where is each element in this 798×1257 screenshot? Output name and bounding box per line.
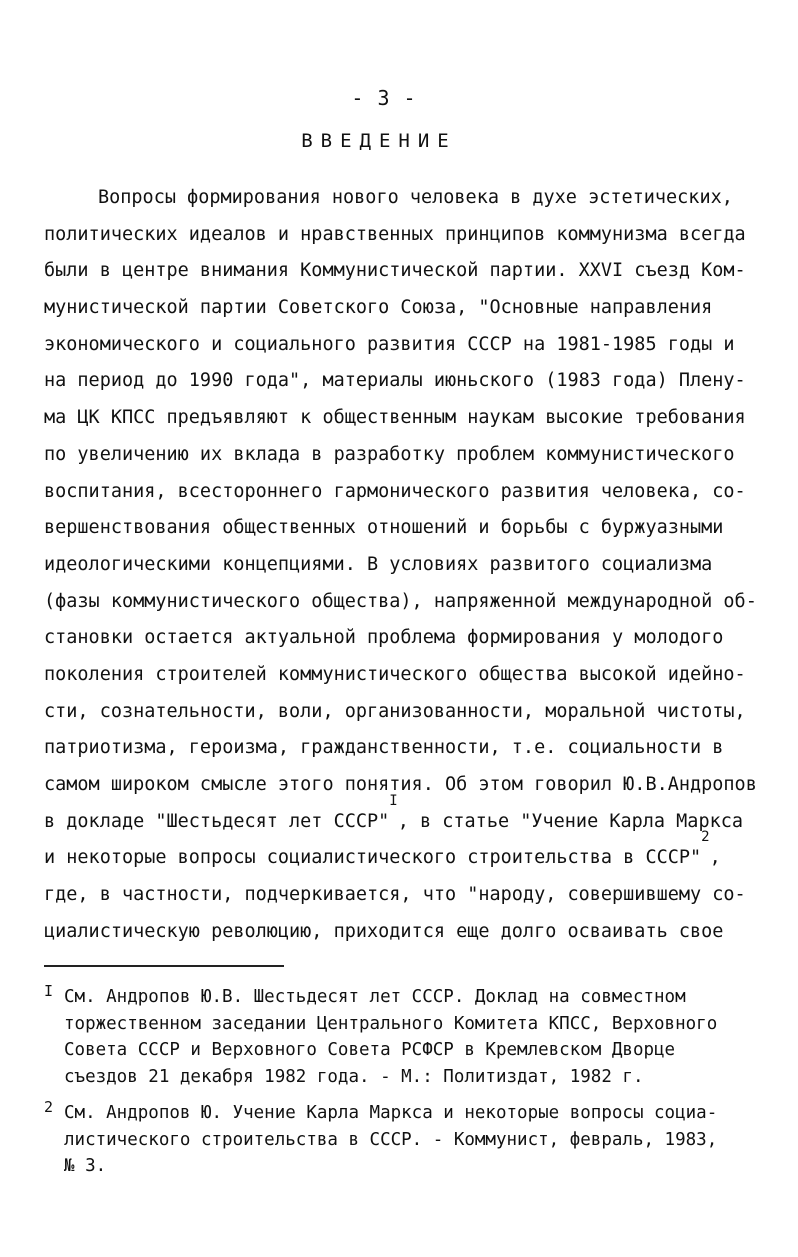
section-heading: ВВЕДЕНИЕ (301, 130, 457, 152)
body-line: поколения строителей коммунистического общества высокой идейно- (44, 663, 746, 685)
body-line: ма ЦК КПСС предъявляют к общественным наукам высокие требования (44, 407, 746, 429)
ref-line-1-before: в докладе "Шестьдесят лет СССР" (44, 810, 390, 832)
body-line: становки остается актуальной проблема формирования у молодого (44, 627, 724, 649)
footnote-2-mark: 2 (44, 1098, 54, 1116)
body-line: были в центре внимания Коммунистической партии. XXVI съезд Ком- (44, 260, 746, 282)
footnote-line: См. Андропов Ю. Учение Карла Маркса и некоторые вопросы социа- (64, 1103, 718, 1123)
body-line: где, в частности, подчеркивается, что "народу, совершившему со- (44, 884, 746, 906)
ref-line-2-before: и некоторые вопросы социалистического строительства в СССР" (44, 847, 702, 869)
body-line: на период до 1990 года", материалы июньского (1983 года) Пленy- (44, 370, 746, 392)
body-text (44, 180, 757, 950)
ref-line-2-after: , (709, 847, 721, 869)
footnote-line: торжественном заседании Центрального Комитета КПСС, Верховного (64, 1013, 718, 1034)
footnote-ref-1: I (389, 792, 398, 809)
body-line: мунистической партии Советского Союза, "Основные направления (44, 297, 713, 319)
body-line-with-footnote-ref-1 (44, 792, 744, 841)
body-line: воспитания, всестороннего гармонического развития человека, со- (44, 480, 746, 502)
body-line: политических идеалов и нравственных принципов коммунизма всегда (44, 223, 746, 245)
footnote-line: См. Андропов Ю.В. Шестьдесят лет СССР. Доклад на совместном (64, 987, 686, 1007)
body-line: идеологическими концепциями. В условиях развитого социализма (44, 553, 713, 575)
footnote-1-mark: I (44, 982, 54, 1000)
body-line: по увеличению их вклада в разработку проблем коммунистического (44, 443, 735, 465)
body-line: сти, сознательности, воли, организованности, моральной чистоты, (44, 700, 746, 722)
body-line: вершенствования общественных отношений и борьбы с буржуазными (44, 517, 724, 539)
footnote-line: съездов 21 декабря 1982 года. - М.: Политиздат, 1982 г. (64, 1066, 644, 1087)
body-line: самом широком смысле этого понятия. Об этом говорил Ю.В.Андропов (44, 774, 757, 795)
body-line: циалистическую революцию, приходится еще долго осваивать свое (44, 920, 724, 942)
body-line: экономического и социального развития СССР на 1981-1985 годы и (44, 333, 735, 355)
body-line: Вопросы формирования нового человека в духе эстетических, (98, 187, 733, 208)
footnote-2 (44, 1100, 760, 1180)
footnote-divider (44, 965, 284, 967)
footnote-line: Совета СССР и Верховного Совета РСФСР в Кремлевском Дворце (64, 1040, 676, 1060)
footnote-line: № 3. (64, 1156, 107, 1176)
footnote-line: листического строительства в СССР. - Коммунист, февраль, 1983, (64, 1129, 718, 1150)
footnote-1 (44, 984, 760, 1090)
body-line-with-footnote-ref-2 (44, 829, 744, 877)
body-line: (фазы коммунистического общества), напряженной международной об- (44, 590, 757, 612)
body-line: патриотизма, героизма, гражданственности, т.е. социальности в (44, 737, 724, 759)
footnotes (44, 984, 760, 1190)
page-number: - 3 - (351, 86, 417, 110)
footnote-ref-2: 2 (701, 829, 710, 846)
ref-line-1-after: , в статье "Учение Карла Маркса (397, 810, 743, 832)
